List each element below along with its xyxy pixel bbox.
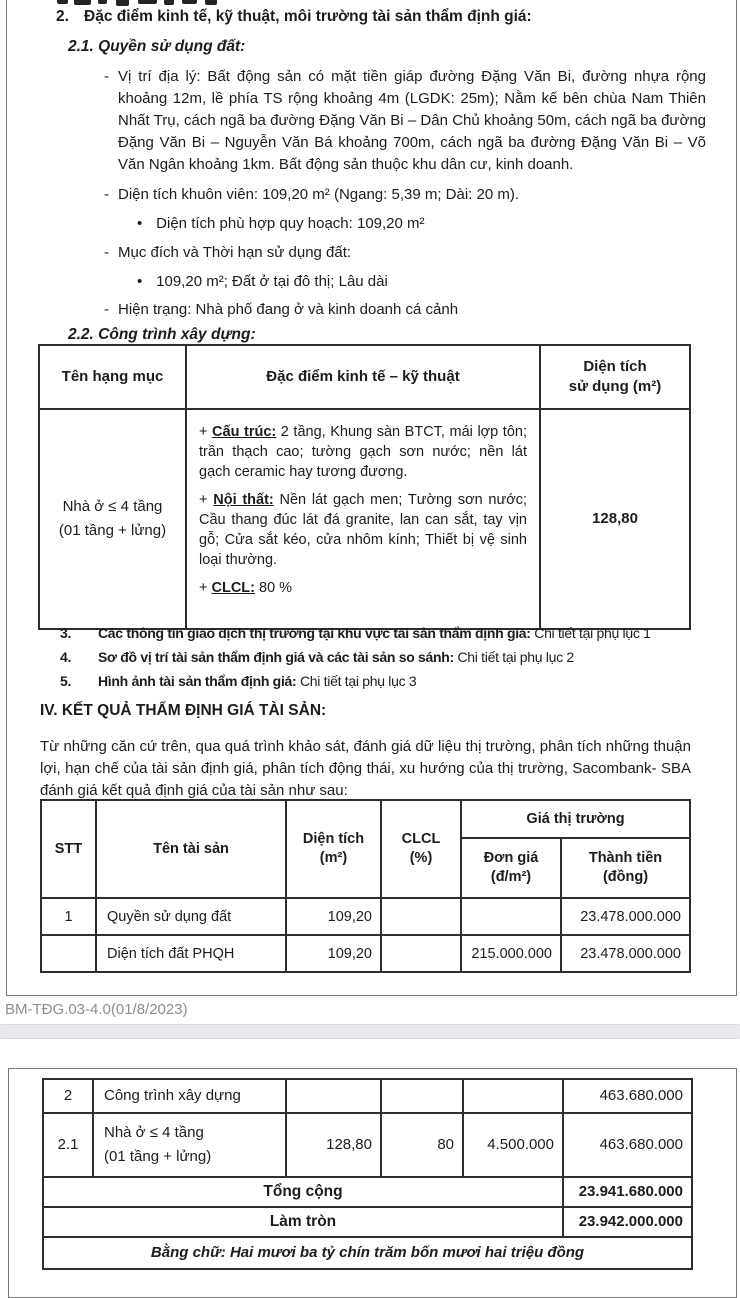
cell-unit-price: 215.000.000 xyxy=(461,935,561,972)
land-subitem-planning xyxy=(137,213,425,235)
col-header-item-name: Tên hạng mục xyxy=(39,345,186,409)
col-header-asset-name: Tên tài sản xyxy=(96,800,286,898)
continuation-row-2-1 xyxy=(43,1113,692,1177)
land-item-location xyxy=(104,66,706,176)
cell-clcl xyxy=(381,898,461,935)
item-area-cell: 128,80 xyxy=(540,409,690,629)
bullet-marker: • xyxy=(137,215,143,232)
numbered-item-5 xyxy=(60,670,416,692)
item-spec-cell xyxy=(186,409,540,629)
cell-area: 128,80 xyxy=(286,1113,381,1177)
land-subitem-purpose-detail xyxy=(137,271,388,293)
cell-asset-name: Quyền sử dụng đất xyxy=(96,898,286,935)
cell-clcl: 80 xyxy=(381,1113,463,1177)
item-4-rest: Chi tiết tại phụ lục 2 xyxy=(453,649,574,665)
spec-clcl-label: CLCL: xyxy=(211,580,255,596)
dash-marker: - xyxy=(104,301,109,318)
section-2-1-heading: 2.1. Quyền sử dụng đất: xyxy=(68,38,246,55)
item-name-line1: Nhà ở ≤ 4 tầng xyxy=(62,498,163,515)
amount-in-words: Bằng chữ: Hai mươi ba tỷ chín trăm bốn mươi hai triệu đồng xyxy=(43,1237,692,1269)
valuation-row-2 xyxy=(41,935,690,972)
construction-table xyxy=(38,344,691,630)
col-header-area-line1: Diện tích xyxy=(583,358,647,375)
section-2-title: Đặc điểm kinh tế, kỹ thuật, môi trường tài sản thẩm định giá: xyxy=(84,8,532,25)
item-3-bold: Các thông tin giao dịch thị trường tại khu vực tài sản thẩm định giá: xyxy=(98,625,531,641)
section-2-number: 2. xyxy=(56,8,69,25)
cell-unit-price xyxy=(461,898,561,935)
cell-unit-price xyxy=(463,1079,563,1113)
continuation-row-2 xyxy=(43,1079,692,1113)
land-subitem-purpose-detail-text: 109,20 m²; Đất ở tại đô thị; Lâu dài xyxy=(156,273,388,290)
spec-clcl-text: 80 % xyxy=(255,580,293,596)
col-header-unit-price: Đơn giá (đ/m²) xyxy=(461,838,561,898)
cell-stt xyxy=(41,935,96,972)
cell-amount: 23.478.000.000 xyxy=(561,898,690,935)
spec-interior-label: Nội thất: xyxy=(213,492,274,508)
col-header-area xyxy=(540,345,690,409)
cell-unit-price: 4.500.000 xyxy=(463,1113,563,1177)
section-2-heading xyxy=(56,6,532,28)
item-4-number: 4. xyxy=(60,649,72,665)
cell-amount: 463.680.000 xyxy=(563,1113,692,1177)
cell-stt: 2.1 xyxy=(43,1113,93,1177)
land-subitem-planning-text: Diện tích phù hợp quy hoạch: 109,20 m² xyxy=(156,215,425,232)
cell-stt: 1 xyxy=(41,898,96,935)
item-3-number: 3. xyxy=(60,625,72,641)
total-value: 23.941.680.000 xyxy=(563,1177,692,1207)
cell-clcl xyxy=(381,1079,463,1113)
numbered-item-3 xyxy=(60,622,651,644)
cell-area xyxy=(286,1079,381,1113)
valuation-table xyxy=(40,799,691,973)
numbered-item-4 xyxy=(60,646,574,668)
cell-asset-name: Công trình xây dựng xyxy=(93,1079,286,1113)
bullet-marker: • xyxy=(137,273,143,290)
land-item-location-text: Vị trí địa lý: Bất động sản có mặt tiền giáp đường Đặng Văn Bi, đường nhựa rộng khoảng 12m, lề phía TS rộng khoảng 4m (LGDK: 25m); Nằm kế bên chùa Nam Thiên Nhất Trụ, cách ngã ba đường Đặng Văn Bi – Dân Chủ khoảng 50m, cách ngã ba đường Đặng Văn Bi – Nguyễn Văn Bá khoảng 700m, cách ngã ba đường Đặng Văn Bi – Võ Văn Ngân khoảng 1km. Bất động sản thuộc khu dân cư, kinh doanh. xyxy=(118,68,706,173)
cell-stt: 2 xyxy=(43,1079,93,1113)
item-name-cell xyxy=(39,409,186,629)
col-header-spec: Đặc điểm kinh tế – kỹ thuật xyxy=(186,345,540,409)
spec-structure-text: 2 tầng, Khung sàn BTCT, mái lợp tôn; trần thạch cao; tường gạch sơn nước; nền lát gạch ceramic hay tương đương. xyxy=(199,424,527,480)
cell-amount: 463.680.000 xyxy=(563,1079,692,1113)
land-item-status xyxy=(104,299,458,321)
cell-asset-name: Nhà ở ≤ 4 tầng (01 tầng + lửng) xyxy=(93,1113,286,1177)
col-header-market-price: Giá thị trường xyxy=(461,800,690,838)
total-row xyxy=(43,1177,692,1207)
dash-marker: - xyxy=(104,68,109,85)
spec-interior: + Nội thất: Nền lát gạch men; Tường sơn nước; Cầu thang đúc lát đá granite, lan can sắt, tay vịn gỗ; Cửa sắt kéo, cửa nhôm kính; Thiết bị vệ sinh loại thường. xyxy=(199,492,527,568)
land-item-status-text: Hiện trạng: Nhà phố đang ở và kinh doanh cá cảnh xyxy=(118,301,459,318)
item-5-number: 5. xyxy=(60,673,72,689)
land-item-area-text: Diện tích khuôn viên: 109,20 m² (Ngang: 5,39 m; Dài: 20 m). xyxy=(118,186,520,203)
item-5-rest: Chi tiết tại phụ lục 3 xyxy=(296,673,417,689)
dash-marker: - xyxy=(104,186,109,203)
spec-interior-text: Nền lát gạch men; Tường sơn nước; Cầu thang đúc lát đá granite, lan can sắt, tay vịn gỗ; Cửa sắt kéo, cửa nhôm kính; Thiết bị vệ sinh loại thường. xyxy=(199,492,527,568)
cell-area: 109,20 xyxy=(286,935,381,972)
spec-structure: + Cấu trúc: 2 tầng, Khung sàn BTCT, mái lợp tôn; trần thạch cao; tường gạch sơn nước; nền lát gạch ceramic hay tương đương. xyxy=(199,424,527,480)
cell-area: 109,20 xyxy=(286,898,381,935)
section-iv-heading: IV. KẾT QUẢ THẨM ĐỊNH GIÁ TÀI SẢN: xyxy=(40,702,327,719)
land-item-purpose xyxy=(104,242,351,264)
dash-marker: - xyxy=(104,244,109,261)
item-4-bold: Sơ đồ vị trí tài sản thẩm định giá và các tài sản so sánh: xyxy=(98,649,454,665)
total-label: Tổng cộng xyxy=(43,1177,563,1207)
valuation-intro-paragraph: Từ những căn cứ trên, qua quá trình khảo sát, đánh giá dữ liệu thị trường, phân tích những thuận lợi, hạn chế của tài sản định giá, phân tích động thái, xu hướng của thị trường, Sacombank- SBA đánh giá kết quả định giá của tài sản như sau: xyxy=(40,738,691,799)
rounded-row xyxy=(43,1207,692,1237)
construction-table-header-row xyxy=(39,345,690,409)
col-header-area-line2: sử dụng (m²) xyxy=(568,378,662,395)
col-header-stt: STT xyxy=(41,800,96,898)
rounded-label: Làm tròn xyxy=(43,1207,563,1237)
spec-clcl: + CLCL: 80 % xyxy=(199,580,293,596)
item-name-line2: (01 tầng + lửng) xyxy=(58,522,167,539)
valuation-continuation-table xyxy=(42,1078,693,1270)
cell-amount: 23.478.000.000 xyxy=(561,935,690,972)
spec-structure-label: Cấu trúc: xyxy=(212,424,277,440)
section-2-2-heading: 2.2. Công trình xây dựng: xyxy=(68,326,256,343)
land-item-area xyxy=(104,184,519,206)
rounded-value: 23.942.000.000 xyxy=(563,1207,692,1237)
form-code-footer: BM-TĐG.03-4.0(01/8/2023) xyxy=(5,1001,188,1018)
page-separator-band xyxy=(0,1024,740,1039)
col-header-area: Diện tích (m²) xyxy=(286,800,381,898)
construction-table-row xyxy=(39,409,690,629)
cell-asset-name: Diện tích đất PHQH xyxy=(96,935,286,972)
amount-in-words-row xyxy=(43,1237,692,1269)
col-header-amount: Thành tiền (đồng) xyxy=(561,838,690,898)
valuation-header-row-1 xyxy=(41,800,690,838)
valuation-row-1 xyxy=(41,898,690,935)
col-header-clcl: CLCL (%) xyxy=(381,800,461,898)
land-item-purpose-text: Mục đích và Thời hạn sử dụng đất: xyxy=(118,244,352,261)
item-3-rest: Chi tiết tại phụ lục 1 xyxy=(530,625,651,641)
cell-clcl xyxy=(381,935,461,972)
item-5-bold: Hình ảnh tài sản thẩm định giá: xyxy=(98,673,297,689)
